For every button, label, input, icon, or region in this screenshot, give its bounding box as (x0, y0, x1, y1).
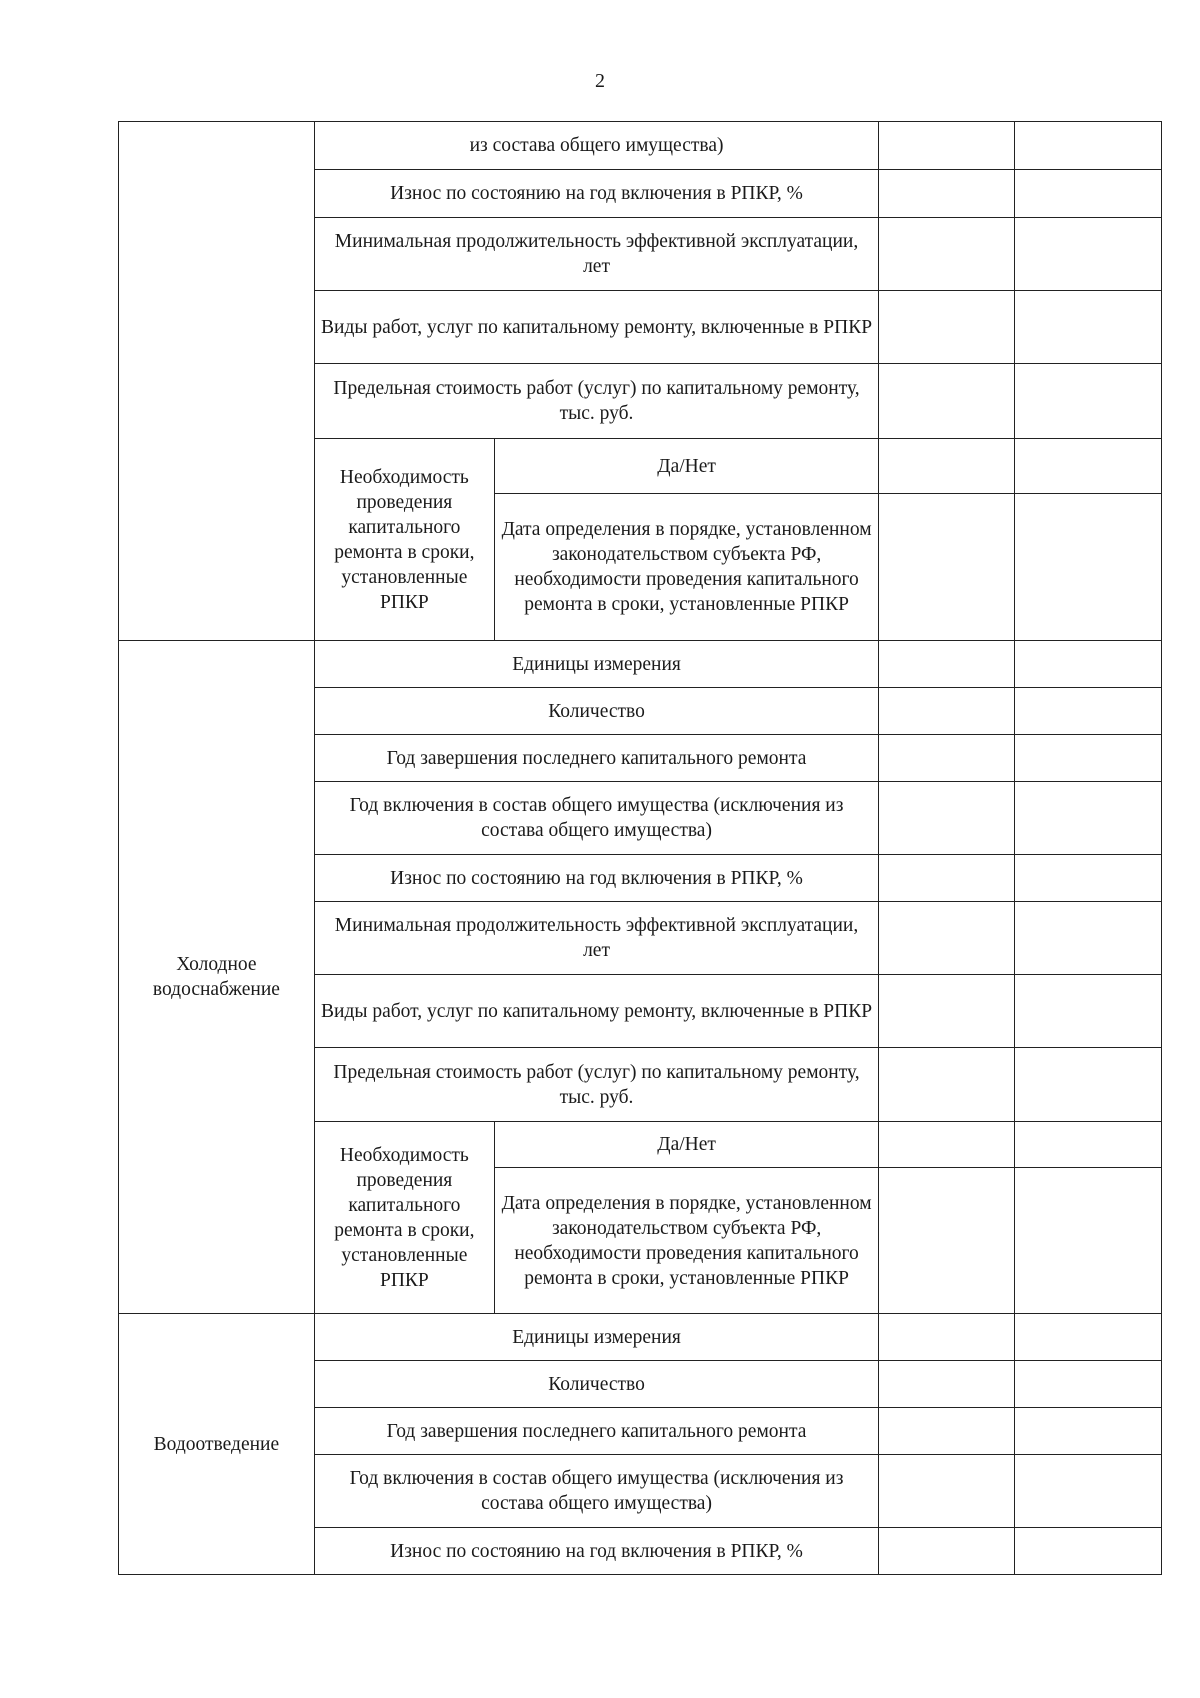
value-cell[interactable] (1015, 218, 1162, 291)
value-cell[interactable] (1015, 122, 1162, 170)
value-cell[interactable] (879, 439, 1015, 494)
value-cell[interactable] (1015, 1314, 1162, 1361)
value-cell[interactable] (879, 641, 1015, 688)
row-label: из состава общего имущества) (314, 122, 878, 170)
value-cell[interactable] (879, 735, 1015, 782)
value-cell[interactable] (1015, 688, 1162, 735)
value-cell[interactable] (1015, 975, 1162, 1048)
row-label: Год завершения последнего капитального ремонта (314, 735, 878, 782)
value-cell[interactable] (879, 902, 1015, 975)
value-cell[interactable] (1015, 1361, 1162, 1408)
value-cell[interactable] (1015, 902, 1162, 975)
value-cell[interactable] (1015, 439, 1162, 494)
row-label: Единицы измерения (314, 1314, 878, 1361)
yes-no-label: Да/Нет (494, 439, 878, 494)
value-cell[interactable] (879, 1168, 1015, 1314)
value-cell[interactable] (1015, 855, 1162, 902)
row-label: Виды работ, услуг по капитальному ремонту, включенные в РПКР (314, 291, 878, 364)
value-cell[interactable] (1015, 641, 1162, 688)
section-title (119, 122, 315, 641)
row-label: Год включения в состав общего имущества (исключения из состава общего имущества) (314, 1455, 878, 1528)
value-cell[interactable] (1015, 1528, 1162, 1575)
value-cell[interactable] (879, 688, 1015, 735)
value-cell[interactable] (879, 1528, 1015, 1575)
value-cell[interactable] (879, 1361, 1015, 1408)
row-label: Год включения в состав общего имущества (исключения из состава общего имущества) (314, 782, 878, 855)
value-cell[interactable] (1015, 782, 1162, 855)
row-label: Год завершения последнего капитального ремонта (314, 1408, 878, 1455)
value-cell[interactable] (879, 1122, 1015, 1168)
row-label: Минимальная продолжительность эффективной эксплуатации, лет (314, 902, 878, 975)
value-cell[interactable] (879, 364, 1015, 439)
value-cell[interactable] (879, 291, 1015, 364)
value-cell[interactable] (1015, 735, 1162, 782)
section-title: Холодное водоснабжение (119, 641, 315, 1314)
row-label: Минимальная продолжительность эффективной эксплуатации, лет (314, 218, 878, 291)
row-label: Предельная стоимость работ (услуг) по капитальному ремонту, тыс. руб. (314, 1048, 878, 1122)
value-cell[interactable] (1015, 1168, 1162, 1314)
value-cell[interactable] (879, 1408, 1015, 1455)
value-cell[interactable] (879, 975, 1015, 1048)
value-cell[interactable] (879, 1455, 1015, 1528)
row-label: Износ по состоянию на год включения в РПКР, % (314, 1528, 878, 1575)
necessity-label: Необходимость проведения капитального ремонта в сроки, установленные РПКР (314, 439, 494, 641)
capital-repair-table (118, 121, 1162, 1575)
row-label: Количество (314, 688, 878, 735)
value-cell[interactable] (1015, 291, 1162, 364)
value-cell[interactable] (1015, 364, 1162, 439)
row-label: Виды работ, услуг по капитальному ремонту, включенные в РПКР (314, 975, 878, 1048)
row-label: Износ по состоянию на год включения в РПКР, % (314, 170, 878, 218)
necessity-label: Необходимость проведения капитального ремонта в сроки, установленные РПКР (314, 1122, 494, 1314)
value-cell[interactable] (879, 1048, 1015, 1122)
value-cell[interactable] (1015, 1122, 1162, 1168)
value-cell[interactable] (879, 170, 1015, 218)
value-cell[interactable] (1015, 1455, 1162, 1528)
date-label: Дата определения в порядке, установленном законодательством субъекта РФ, необходимости проведения капитального ремонта в сроки, установленные РПКР (494, 1168, 878, 1314)
value-cell[interactable] (879, 855, 1015, 902)
row-label: Количество (314, 1361, 878, 1408)
row-label: Единицы измерения (314, 641, 878, 688)
value-cell[interactable] (879, 782, 1015, 855)
row-label: Предельная стоимость работ (услуг) по капитальному ремонту, тыс. руб. (314, 364, 878, 439)
value-cell[interactable] (879, 1314, 1015, 1361)
page-number: 2 (595, 70, 605, 92)
value-cell[interactable] (879, 494, 1015, 641)
yes-no-label: Да/Нет (494, 1122, 878, 1168)
value-cell[interactable] (879, 218, 1015, 291)
value-cell[interactable] (879, 122, 1015, 170)
value-cell[interactable] (1015, 170, 1162, 218)
section-title: Водоотведение (119, 1314, 315, 1575)
row-label: Износ по состоянию на год включения в РПКР, % (314, 855, 878, 902)
value-cell[interactable] (1015, 1408, 1162, 1455)
value-cell[interactable] (1015, 494, 1162, 641)
date-label: Дата определения в порядке, установленном законодательством субъекта РФ, необходимости проведения капитального ремонта в сроки, установленные РПКР (494, 494, 878, 641)
value-cell[interactable] (1015, 1048, 1162, 1122)
